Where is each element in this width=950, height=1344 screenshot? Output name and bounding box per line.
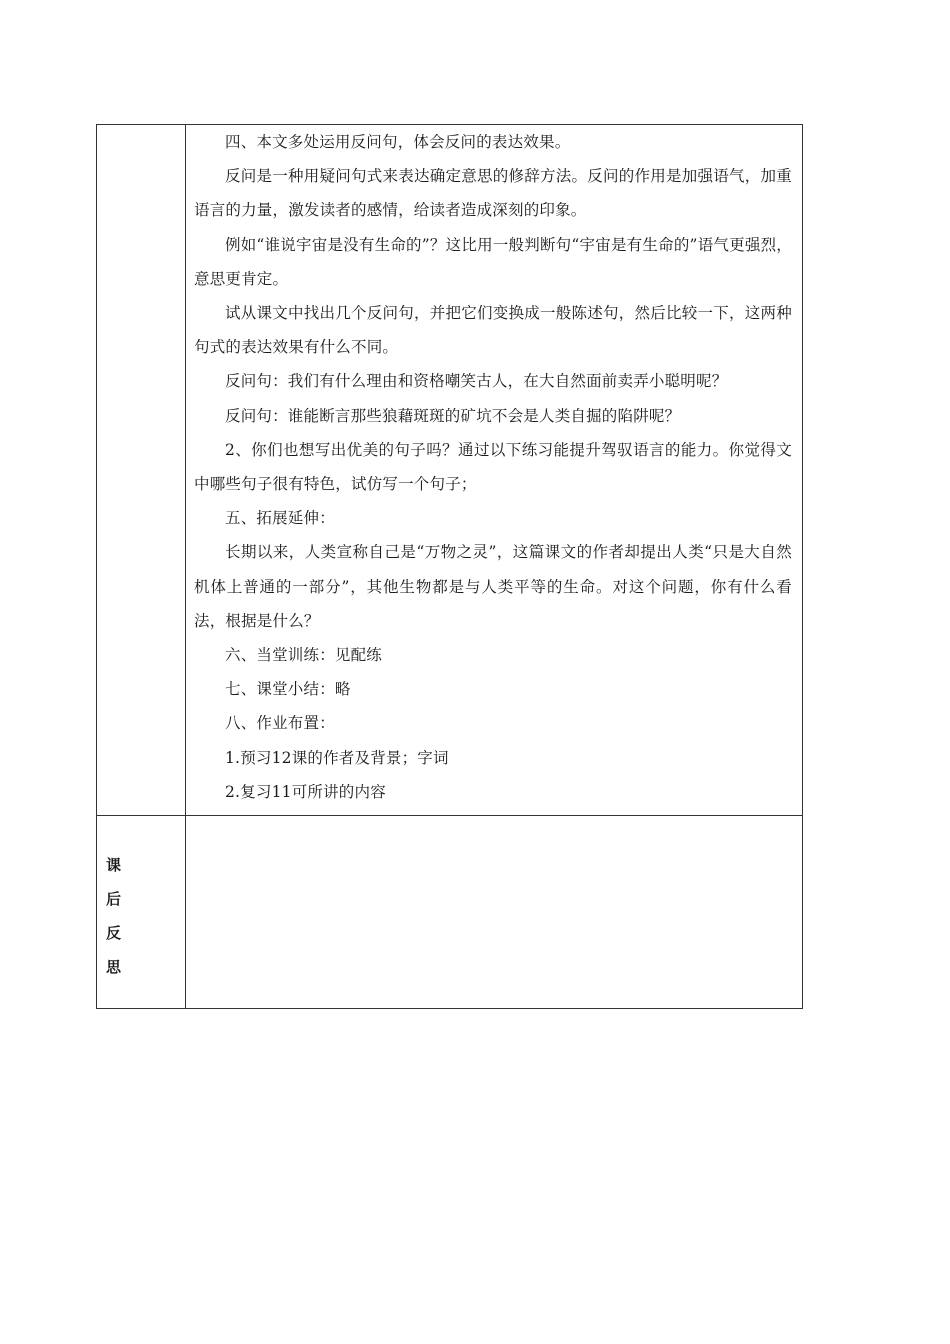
- reflection-char: 思: [106, 958, 122, 976]
- reflection-char: 后: [106, 890, 122, 908]
- section4-definition: 反问是一种用疑问句式来表达确定意思的修辞方法。反问的作用是加强语气，加重语言的力量，激发读者的感情，给读者造成深刻的印象。: [194, 167, 792, 220]
- section8-title: 八、作业布置：: [225, 714, 335, 733]
- section4-task: 试从课文中找出几个反问句，并把它们变换成一般陈述句，然后比较一下，这两种句式的表达效果有什么不同。: [194, 304, 792, 357]
- section4-example: 例如“谁说宇宙是没有生命的”？这比用一般判断句“宇宙是有生命的”语气更强烈，意思更肯定。: [194, 235, 792, 288]
- rhetorical-question-2: 反问句：谁能断言那些狼藉斑斑的矿坑不会是人类自掘的陷阱呢？: [225, 406, 681, 425]
- section5-title: 五、拓展延伸：: [225, 509, 335, 528]
- lesson-plan-table: [96, 124, 803, 1009]
- section7: 七、课堂小结：略: [225, 680, 351, 699]
- section4-title: 四、本文多处运用反问句，体会反问的表达效果。: [225, 133, 571, 151]
- section5-body: 长期以来，人类宣称自己是“万物之灵”，这篇课文的作者却提出人类“只是大自然机体上普通的一部分”，其他生物都是与人类平等的生命。对这个问题，你有什么看法，根据是什么？: [194, 543, 792, 630]
- reflection-content-cell[interactable]: [186, 816, 803, 1009]
- reflection-label: [106, 848, 126, 984]
- exercise-item-2: 2、你们也想写出优美的句子吗？通过以下练习能提升驾驭语言的能力。你觉得文中哪些句子很有特色，试仿写一个句子；: [194, 440, 792, 494]
- reflection-char: 反: [106, 924, 122, 942]
- content-right-cell: [186, 125, 803, 816]
- section6: 六、当堂训练：见配练: [225, 646, 383, 665]
- rhetorical-question-1: 反问句：我们有什么理由和资格嘲笑古人，在大自然面前卖弄小聪明呢？: [225, 372, 728, 391]
- reflection-char: 课: [106, 856, 122, 874]
- reflection-row: [97, 816, 803, 1009]
- content-left-cell: [97, 125, 186, 816]
- homework-item-1: 1.预习12课的作者及背景；字词: [225, 748, 449, 767]
- reflection-label-cell: [97, 816, 186, 1009]
- content-row: [97, 125, 803, 816]
- homework-item-2: 2.复习11可所讲的内容: [225, 782, 386, 801]
